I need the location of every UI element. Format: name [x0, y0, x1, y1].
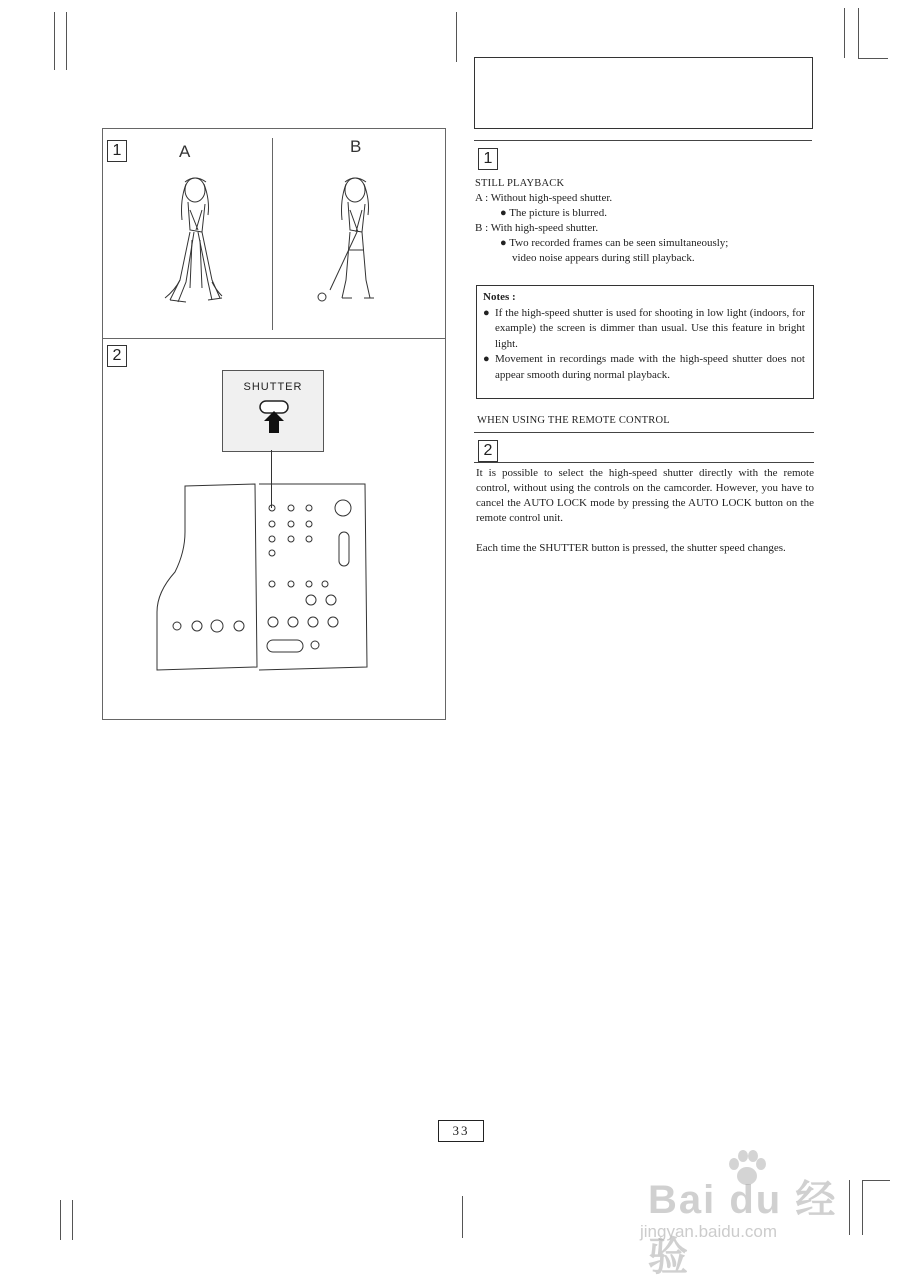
note-text: Movement in recordings made with the high-speed shutter does not appear smooth during normal playback.: [495, 353, 805, 381]
line-a-bullet: ● The picture is blurred.: [500, 207, 607, 219]
crop-mark: [462, 1196, 463, 1238]
crop-mark: [72, 1200, 73, 1240]
note-text: If the high-speed shutter is used for shooting in low light (indoors, for example) the screen is dimmer than usual. Use this feature in bright light.: [495, 306, 805, 350]
figure-divider: [102, 338, 445, 339]
crop-mark: [60, 1200, 61, 1240]
bullet-icon: ●: [483, 306, 490, 319]
panel-number-1: 1: [107, 140, 127, 162]
golfer-a-illustration: [150, 170, 240, 310]
still-playback-heading: STILL PLAYBACK: [475, 178, 565, 189]
line-b: B : With high-speed shutter.: [475, 222, 599, 234]
figure-divider: [272, 138, 273, 330]
section-number-2: 2: [478, 440, 498, 462]
section-number-1: 1: [478, 148, 498, 170]
shutter-paragraph: Each time the SHUTTER button is pressed, the shutter speed changes.: [476, 542, 786, 554]
shutter-button-icon: [258, 399, 290, 435]
line-b-bullet: ● Two recorded frames can be seen simultaneously;: [500, 237, 729, 249]
shutter-callout: [222, 370, 324, 452]
section-rule: [474, 140, 812, 141]
crop-mark: [862, 1180, 863, 1235]
remote-paragraph: It is possible to select the high-speed shutter directly with the remote control, without using the controls on the camcorder. However, you have to cancel the AUTO LOCK mode by pressing the AUTO LOCK button on the remote control unit.: [476, 467, 814, 524]
section-rule: [474, 462, 814, 463]
section-rule: [474, 432, 814, 433]
remote-control-illustration: [155, 482, 370, 678]
notes-box: [476, 285, 814, 399]
remote-heading: WHEN USING THE REMOTE CONTROL: [477, 415, 670, 426]
note-item: [483, 306, 805, 353]
golfer-b-illustration: [310, 170, 400, 310]
label-a: A: [179, 142, 191, 161]
crop-mark: [862, 1180, 890, 1181]
crop-mark: [456, 12, 457, 62]
notes-title: Notes :: [483, 291, 516, 303]
note-item: [483, 352, 805, 383]
crop-mark: [54, 12, 55, 70]
crop-mark: [844, 8, 845, 58]
baidu-watermark: [640, 1150, 850, 1279]
bullet-icon: ●: [483, 353, 490, 365]
title-box: [474, 57, 813, 129]
page-number: 33: [438, 1120, 484, 1142]
watermark-url: jingyan.baidu.com: [640, 1222, 778, 1241]
crop-mark: [858, 58, 888, 59]
label-b: B: [350, 137, 362, 156]
panel-number-2: 2: [107, 345, 127, 367]
line-a: A : Without high-speed shutter.: [475, 192, 613, 204]
crop-mark: [858, 8, 859, 58]
line-b-bullet-cont: video noise appears during still playback.: [512, 252, 695, 264]
crop-mark: [66, 12, 67, 70]
watermark-logo: Bai du 经验: [648, 1178, 838, 1279]
shutter-label: SHUTTER: [243, 381, 303, 393]
